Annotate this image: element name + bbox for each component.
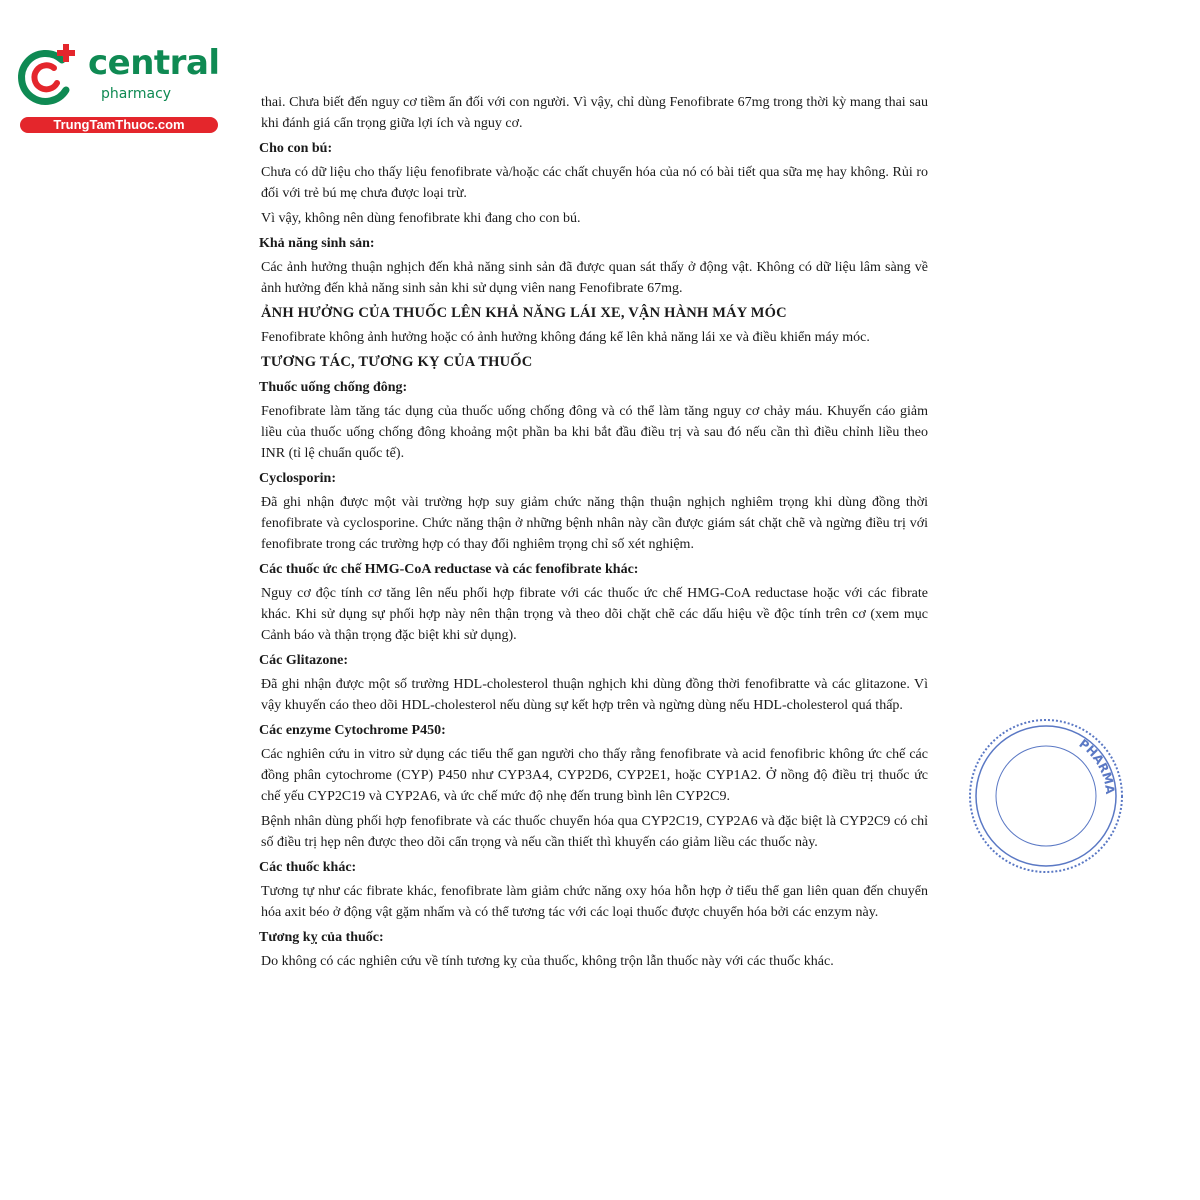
- heading-other-drugs: Các thuốc khác:: [259, 860, 357, 875]
- paragraph-cytochrome: Các nghiên cứu in vitro sử dụng các tiểu thể gan người cho thấy rằng fenofibrate và acid fenofibric không ức chế các đồng phân cytochrome (CYP) P450 như CYP3A4, CYP2D6, CYP2E1, hoặc CYP1A2. Ở nồng độ điều trị thuốc ức chế yếu CYP2C19 và CYP2A6, và ức chế mức độ nhẹ đến trung bình lên CYP2C9.: [261, 747, 928, 804]
- heading-hmg-coa: Các thuốc ức chế HMG-CoA reductase và các fenofibrate khác:: [259, 562, 639, 577]
- heading-glitazone: Các Glitazone:: [259, 653, 349, 668]
- logo-brand-text: central: [88, 43, 220, 83]
- svg-text:PHARMA: [1076, 736, 1117, 795]
- paragraph-incompatibility: Do không có các nghiên cứu về tính tương kỵ của thuốc, không trộn lẫn thuốc này với các thuốc khác.: [261, 954, 834, 969]
- stamp-seal-icon: [966, 716, 1126, 876]
- paragraph-anticoagulants: Fenofibrate làm tăng tác dụng của thuốc uống chống đông và có thể làm tăng nguy cơ chảy máu. Khuyến cáo giảm liều của thuốc uống chống đông khoảng một phần ba khi bắt đầu điều trị và sau đó nếu cần thì điều chỉnh liều theo INR (tỉ lệ chuẩn quốc tế).: [261, 404, 928, 461]
- section-heading-driving: ẢNH HƯỞNG CỦA THUỐC LÊN KHẢ NĂNG LÁI XE, VẬN HÀNH MÁY MÓC: [261, 305, 787, 321]
- heading-cyclosporin: Cyclosporin:: [259, 471, 336, 486]
- heading-incompatibility: Tương kỵ của thuốc:: [259, 930, 384, 945]
- paragraph-fertility: Các ảnh hưởng thuận nghịch đến khả năng sinh sản đã được quan sát thấy ở động vật. Không có dữ liệu lâm sàng về ảnh hưởng đến khả năng sinh sản khi sử dụng viên nang Fenofibrate 67mg.: [261, 260, 928, 296]
- logo-subtitle: pharmacy: [101, 86, 172, 102]
- leaflet-text: [261, 92, 928, 976]
- heading-breastfeeding: Cho con bú:: [259, 141, 333, 156]
- logo-website-badge[interactable]: TrungTamThuoc.com: [20, 117, 218, 133]
- company-stamp: [966, 716, 1118, 876]
- paragraph-pregnancy: thai. Chưa biết đến nguy cơ tiềm ẩn đối với con người. Vì vậy, chỉ dùng Fenofibrate 67mg trong thời kỳ mang thai sau khi đánh giá cẩn trọng giữa lợi ích và nguy cơ.: [261, 95, 928, 131]
- pharmacy-cross-logo-icon: [10, 38, 90, 118]
- stamp-text: PHARMA: [1076, 736, 1118, 795]
- paragraph-cyclosporin: Đã ghi nhận được một vài trường hợp suy giảm chức năng thận thuận nghịch nghiêm trọng khi dùng đồng thời fenofibrate và cyclosporine. Chức năng thận ở những bệnh nhân này cần được giám sát chặt chẽ và ngừng điều trị với fenofibrate trong các trường hợp có thay đổi nghiêm trọng chỉ số xét nghiệm.: [261, 495, 928, 552]
- section-heading-interactions: TƯƠNG TÁC, TƯƠNG KỴ CỦA THUỐC: [261, 354, 533, 370]
- paragraph-other-drugs: Tương tự như các fibrate khác, fenofibrate làm giảm chức năng oxy hóa hỗn hợp ở tiểu thể gan liên quan đến chuyển hóa axit béo ở động vật gặm nhấm và có thể tương tác với các loại thuốc được chuyển hóa bởi các enzym này.: [261, 884, 928, 920]
- central-pharmacy-logo[interactable]: [10, 38, 220, 138]
- heading-anticoagulants: Thuốc uống chống đông:: [259, 380, 408, 395]
- paragraph-cytochrome-dosing: Bệnh nhân dùng phối hợp fenofibrate và các thuốc chuyển hóa qua CYP2C19, CYP2A6 và đặc biệt là CYP2C9 có chỉ số điều trị hẹp nên được theo dõi cẩn trọng và nếu cần thiết thì khuyến cáo giảm liều các thuốc này.: [261, 814, 928, 850]
- heading-fertility: Khả năng sinh sản:: [259, 236, 375, 251]
- paragraph-breastfeeding: Chưa có dữ liệu cho thấy liệu fenofibrate và/hoặc các chất chuyển hóa của nó có bài tiết qua sữa mẹ hay không. Rủi ro đối với trẻ bú mẹ chưa được loại trừ.: [261, 165, 928, 201]
- paragraph-hmg-coa: Nguy cơ độc tính cơ tăng lên nếu phối hợp fibrate với các thuốc ức chế HMG-CoA reductase hoặc với các fibrate khác. Khi sử dụng sự phối hợp này nên thận trọng và theo dõi chặt chẽ các dấu hiệu về độc tính trên cơ (xem mục Cảnh báo và thận trọng đặc biệt khi sử dụng).: [261, 586, 928, 643]
- paragraph-driving: Fenofibrate không ảnh hưởng hoặc có ảnh hưởng không đáng kể lên khả năng lái xe và điều khiển máy móc.: [261, 330, 870, 345]
- paragraph-breastfeeding-advice: Vì vậy, không nên dùng fenofibrate khi đang cho con bú.: [261, 211, 581, 226]
- heading-cytochrome: Các enzyme Cytochrome P450:: [259, 723, 446, 738]
- paragraph-glitazone: Đã ghi nhận được một số trường HDL-cholesterol thuận nghịch khi dùng đồng thời fenofibratte và các glitazone. Vì vậy khuyến cáo theo dõi HDL-cholesterol nếu dùng sự kết hợp trên và ngừng dùng nếu HDL-cholesterol quá thấp.: [261, 677, 928, 713]
